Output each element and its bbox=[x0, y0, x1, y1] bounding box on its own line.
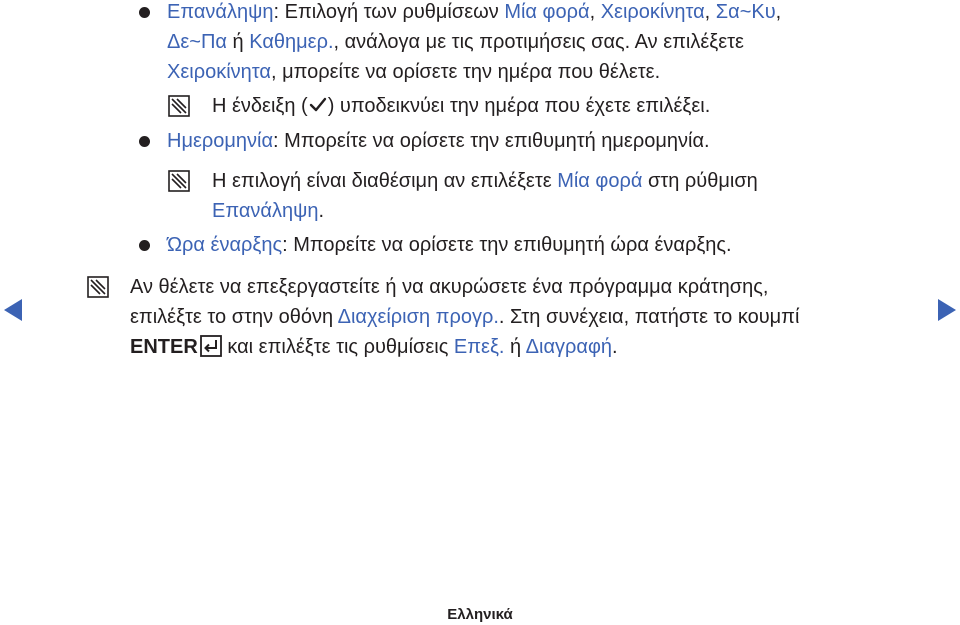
main-note-line-3: ENTER και επιλέξτε τις ρυθμίσεις Επεξ. ή Διαγραφή. bbox=[130, 336, 618, 358]
enter-icon bbox=[200, 335, 222, 357]
note-once-line-1: Η επιλογή είναι διαθέσιμη αν επιλέξετε Μία φορά στη ρύθμιση bbox=[212, 170, 758, 192]
bullet-repeat bbox=[139, 7, 150, 18]
repeat-line-3: Χειροκίνητα, μπορείτε να ορίσετε την ημέρα που θέλετε. bbox=[167, 61, 661, 83]
bullet-start-time bbox=[139, 240, 150, 251]
bullet-date bbox=[139, 136, 150, 147]
checkmark-icon bbox=[308, 95, 328, 115]
note-once-line-2: Επανάληψη. bbox=[212, 200, 325, 222]
enter-key-label: ENTER bbox=[130, 336, 198, 358]
start-time-line: Ώρα έναρξης: Μπορείτε να ορίσετε την επιθυμητή ώρα έναρξης. bbox=[167, 234, 732, 256]
repeat-line-2: Δε~Πα ή Καθημερ., ανάλογα με τις προτιμήσεις σας. Αν επιλέξετε bbox=[167, 31, 744, 53]
note-icon bbox=[168, 95, 190, 117]
date-label: Ημερομηνία bbox=[167, 130, 274, 152]
start-time-label: Ώρα έναρξης bbox=[167, 234, 283, 256]
repeat-line-1: Επανάληψη: Επιλογή των ρυθμίσεων Μία φορά, Χειροκίνητα, Σα~Κυ, bbox=[167, 1, 782, 23]
note-icon bbox=[168, 170, 190, 192]
note-check-line: Η ένδειξη ( ) υποδεικνύει την ημέρα που έχετε επιλέξει. bbox=[212, 95, 711, 117]
screen-name: Διαχείριση προγρ. bbox=[337, 306, 499, 328]
main-note-line-2: επιλέξτε το στην οθόνη Διαχείριση προγρ.. Στη συνέχεια, πατήστε το κουμπί bbox=[130, 306, 800, 328]
repeat-label: Επανάληψη bbox=[167, 1, 274, 23]
main-note-line-1: Αν θέλετε να επεξεργαστείτε ή να ακυρώσετε ένα πρόγραμμα κράτησης, bbox=[130, 276, 769, 298]
note-icon bbox=[87, 276, 109, 298]
date-line: Ημερομηνία: Μπορείτε να ορίσετε την επιθυμητή ημερομηνία. bbox=[167, 130, 710, 152]
arrow-left-icon[interactable] bbox=[4, 299, 22, 321]
arrow-right-icon[interactable] bbox=[938, 299, 956, 321]
footer-language: Ελληνικά bbox=[447, 606, 513, 623]
